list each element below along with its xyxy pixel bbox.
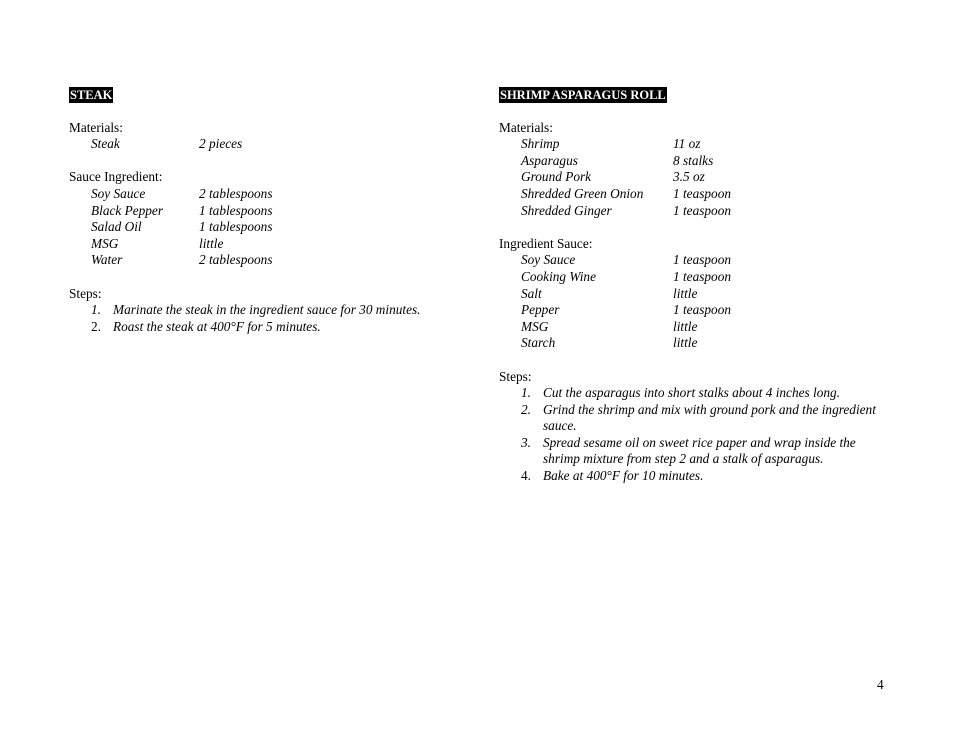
ingredient-name: Shredded Green Onion xyxy=(521,185,644,201)
ingredient-qty: 1 teaspoon xyxy=(673,252,731,268)
ingredient-row xyxy=(499,302,899,319)
step-item xyxy=(521,385,899,402)
ingredient-row xyxy=(499,252,899,269)
ingredient-name: Steak xyxy=(91,136,120,152)
shrimp-recipe xyxy=(499,87,899,485)
shrimp-title: SHRIMP ASPARAGUS ROLL xyxy=(500,88,666,102)
ingredient-qty: 2 pieces xyxy=(199,136,243,152)
ingredient-name: Soy Sauce xyxy=(521,252,576,268)
step-item xyxy=(91,302,469,319)
step-number: 3. xyxy=(521,434,531,450)
steak-steps xyxy=(69,302,469,335)
steak-recipe xyxy=(69,87,469,335)
ingredient-qty: 1 tablespoons xyxy=(199,202,273,218)
ingredient-name: Cooking Wine xyxy=(521,268,596,284)
ingredient-name: Soy Sauce xyxy=(91,185,146,201)
ingredient-row xyxy=(69,252,469,269)
step-item xyxy=(91,319,469,336)
step-item xyxy=(521,402,899,435)
ingredient-qty: little xyxy=(673,318,698,334)
ingredient-name: Starch xyxy=(521,335,556,351)
ingredient-qty: 2 tablespoons xyxy=(199,252,273,268)
ingredient-row xyxy=(499,203,899,220)
ingredient-row xyxy=(499,153,899,170)
shrimp-steps xyxy=(499,385,899,485)
ingredient-qty: 3.5 oz xyxy=(673,169,705,185)
step-text: Marinate the steak in the ingredient sauce for 30 minutes. xyxy=(113,302,421,318)
ingredient-qty: 8 stalks xyxy=(673,152,714,168)
step-text: Cut the asparagus into short stalks about 4 inches long. xyxy=(543,385,840,401)
ingredient-qty: little xyxy=(673,335,698,351)
step-number: 1. xyxy=(521,385,531,401)
ingredient-row xyxy=(499,169,899,186)
ingredient-name: Pepper xyxy=(521,302,560,318)
ingredient-qty: 1 teaspoon xyxy=(673,302,731,318)
ingredient-name: Salt xyxy=(521,285,542,301)
ingredient-name: Black Pepper xyxy=(91,202,163,218)
ingredient-qty: little xyxy=(199,235,224,251)
ingredient-name: Shredded Ginger xyxy=(521,202,612,218)
ingredient-row xyxy=(499,136,899,153)
step-number: 1. xyxy=(91,302,101,318)
ingredient-qty: little xyxy=(673,285,698,301)
step-number: 2. xyxy=(521,401,531,417)
ingredient-qty: 1 teaspoon xyxy=(673,202,731,218)
ingredient-row xyxy=(499,186,899,203)
step-text: Roast the steak at 400°F for 5 minutes. xyxy=(113,318,321,334)
shrimp-steps-label: Steps: xyxy=(499,368,532,384)
steak-title: STEAK xyxy=(70,88,113,102)
ingredient-name: Water xyxy=(91,252,123,268)
ingredient-row xyxy=(69,136,469,153)
ingredient-row xyxy=(69,203,469,220)
ingredient-row xyxy=(499,286,899,303)
ingredient-qty: 11 oz xyxy=(673,136,701,152)
ingredient-name: MSG xyxy=(521,318,549,334)
ingredient-row xyxy=(499,319,899,336)
steak-steps-label: Steps: xyxy=(69,285,102,301)
ingredient-row xyxy=(499,335,899,352)
ingredient-qty: 1 tablespoons xyxy=(199,219,273,235)
ingredient-qty: 2 tablespoons xyxy=(199,185,273,201)
step-item xyxy=(521,435,899,468)
ingredient-name: MSG xyxy=(91,235,119,251)
step-number: 4. xyxy=(521,468,531,484)
steak-materials-label: Materials: xyxy=(69,119,123,135)
ingredient-name: Shrimp xyxy=(521,136,560,152)
step-number: 2. xyxy=(91,318,101,334)
ingredient-name: Ground Pork xyxy=(521,169,592,185)
ingredient-name: Asparagus xyxy=(521,152,578,168)
ingredient-row xyxy=(499,269,899,286)
step-text: Bake at 400°F for 10 minutes. xyxy=(543,468,704,484)
steak-sauce-label: Sauce Ingredient: xyxy=(69,169,163,185)
step-item xyxy=(521,468,899,485)
ingredient-row xyxy=(69,236,469,253)
ingredient-row xyxy=(69,186,469,203)
step-text: Grind the shrimp and mix with ground pork and the ingredient sauce. xyxy=(543,401,876,434)
ingredient-qty: 1 teaspoon xyxy=(673,268,731,284)
page-number: 4 xyxy=(877,677,884,692)
shrimp-sauce-label: Ingredient Sauce: xyxy=(499,235,593,251)
ingredient-row xyxy=(69,219,469,236)
shrimp-materials-label: Materials: xyxy=(499,119,553,135)
step-text: Spread sesame oil on sweet rice paper and wrap inside the shrimp mixture from step 2 and a stalk of asparagus. xyxy=(543,434,856,467)
ingredient-qty: 1 teaspoon xyxy=(673,185,731,201)
ingredient-name: Salad Oil xyxy=(91,219,142,235)
